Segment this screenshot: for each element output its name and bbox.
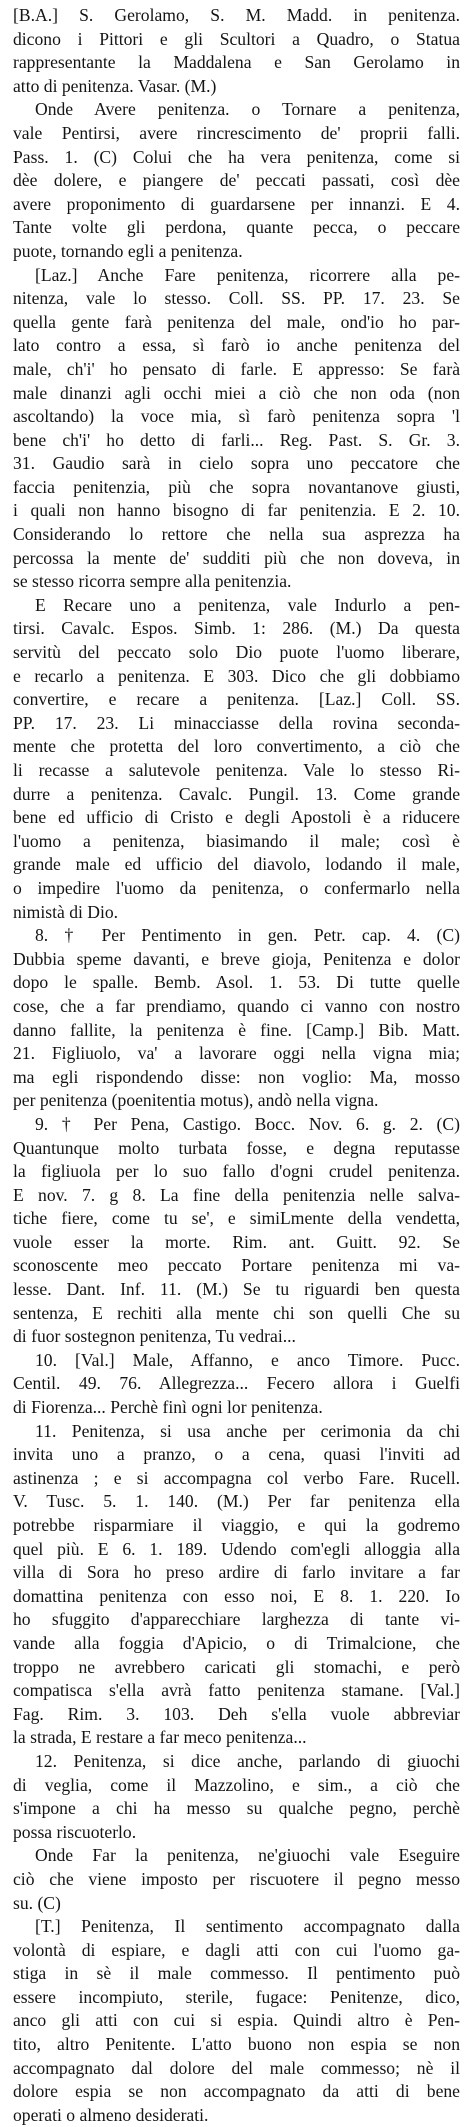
text-line: ascoltando) la voce mia, sì farò penitenza sopra 'l — [13, 406, 460, 427]
text-line: troppo ne avrebbero caricati gli stomachi, e però — [13, 1656, 460, 1677]
text-line: dicono i Pittori e gli Scultori a Quadro, o Statua — [13, 28, 460, 49]
text-line: vande alla foggia d'Apicio, o di Trimalcione, che — [13, 1632, 460, 1653]
text-line: se stesso ricorra sempre alla penitenzia. — [13, 571, 292, 592]
text-line: servitù del peccato solo Dio puote l'uomo liberare, — [13, 642, 460, 663]
text-line: potrebbe risparmiare il viaggio, e qui la godremo — [13, 1515, 460, 1535]
text-line: puote, tornando egli a penitenza. — [13, 240, 243, 261]
text-line: mente che protetta del loro convertimento, a ciò che — [13, 736, 460, 757]
text-line: o impedire l'uomo da penitenza, o confermarlo nella — [13, 877, 460, 898]
text-line: operati o almeno desiderati. — [13, 2104, 209, 2125]
text-line: 9. † Per Pena, Castigo. Bocc. Nov. 6. g. 2. (C) — [35, 1113, 460, 1134]
text-line: di veglia, come il Mazzolino, e sim., a ciò che — [13, 1774, 460, 1795]
text-line: E nov. 7. g 8. La fine della penitenzia nelle salva- — [13, 1184, 460, 1205]
text-line: i quali non hanno bisogno di far penitenzia. E 2. 10. — [13, 500, 460, 521]
text-line: dopo le spalle. Bemb. Asol. 1. 53. Di tutte quelle — [13, 972, 460, 993]
text-line: grande male ed ufficio del diavolo, lodando il male, — [13, 854, 460, 875]
text-line: quel più. E 6. 1. 189. Udendo com'egli alloggia alla — [13, 1538, 460, 1559]
text-line: bene ch'i' ho detto di farli... Reg. Past. S. Gr. 3. — [13, 429, 460, 450]
text-line: su. (C) — [13, 1892, 61, 1913]
text-line: la figliuola per lo suo fallo d'ogni crudel penitenza. — [13, 1161, 460, 1182]
text-line: dèe dolere, e piangere de' peccati passati, così dèe — [13, 170, 460, 191]
text-line: Pass. 1. (C) Colui che ha vera penitenza, come si — [13, 146, 460, 167]
text-line: Fag. Rim. 3. 103. Deh s'ella vuole abbreviar — [13, 1703, 460, 1724]
text-line: rappresentante la Maddalena e San Gerolamo in — [13, 52, 460, 73]
text-line: 11. Penitenza, si usa anche per cerimonia da chi — [35, 1420, 460, 1441]
text-line: durre a penitenza. Cavalc. Pungil. 13. Come grande — [13, 783, 460, 804]
text-line: Tante volte gli perdona, quante pecca, o peccare — [13, 217, 460, 238]
text-line: accompagnato dal dolore del male commesso; nè il — [13, 2057, 460, 2078]
text-line: tito, altro Penitente. L'atto buono non espia se non — [13, 2034, 460, 2055]
text-line: volontà di espiare, e dagli atti con cui l'uomo ga- — [13, 1939, 460, 1960]
text-line: la strada, E restare a far meco penitenza... — [13, 1727, 307, 1748]
text-line: di Fiorenza... Perchè finì ogni lor penitenza. — [13, 1397, 323, 1418]
text-line: danno fallite, la penitenza è fine. [Camp.] Bib. Matt. — [13, 1019, 460, 1040]
text-line: vuole esser la morte. Rim. ant. Guitt. 92. Se — [13, 1231, 460, 1252]
text-line: bene ed ufficio di Cristo e degli Apostoli è a riducere — [13, 807, 460, 828]
text-line: ma egli rispondendo disse: non voglio: Ma, mosso — [13, 1066, 460, 1087]
text-line: male dinanzi agli occhi miei a ciò che non oda (non — [13, 382, 460, 403]
text-line: E Recare uno a penitenza, vale Indurlo a pen- — [35, 594, 460, 615]
text-line: cose, che a far prendiamo, quando ci vanno con nostro — [13, 995, 460, 1016]
text-line: [B.A.] S. Gerolamo, S. M. Madd. in penitenza. — [13, 5, 460, 25]
text-line: villa di Sora ho preso ardire di farlo invitare a far — [13, 1562, 460, 1583]
text-line: e recarlo a penitenza. E 303. Dico che gli dobbiamo — [13, 665, 460, 686]
text-line: astinenza ; e si accompagna col verbo Fare. Rucell. — [13, 1467, 460, 1488]
text-line: l'uomo a penitenza, biasimando il male; così è — [13, 830, 460, 851]
text-line: faccia penitenzia, più che sopra novantanove giusti, — [13, 476, 460, 497]
text-line: [T.] Penitenza, Il sentimento accompagnato dalla — [35, 1916, 460, 1937]
text-line: compatisca s'ella avrà fatto penitenza stamane. [Val.] — [13, 1680, 460, 1701]
text-line: nimistà di Dio. — [13, 901, 119, 922]
text-line: s'impone a chi ha messo su qualche pegno, perchè — [13, 1798, 460, 1819]
text-line: quella gente farà penitenza del male, ond'io ho par- — [13, 311, 460, 332]
text-line: tiche fiere, come tu se', e simiLmente della vendetta, — [13, 1208, 460, 1229]
text-line: PP. 17. 23. Li minacciasse della rovina seconda- — [13, 712, 460, 733]
text-line: 10. [Val.] Male, Affanno, e anco Timore. Pucc. — [35, 1349, 460, 1370]
text-line: percossa la mente de' sudditi più che non doveva, in — [13, 547, 460, 568]
text-line: dolore espia se non accompagnato da atti di bene — [13, 2081, 460, 2102]
text-line: convertire, e recare a penitenza. [Laz.] Coll. SS. — [13, 689, 460, 710]
text-line: lato contro a essa, sì farò io anche penitenza del — [13, 335, 460, 356]
text-line: lesse. Dant. Inf. 11. (M.) Se tu riguardi ben questa — [13, 1279, 460, 1300]
text-line: male, ch'i' ho pensato di farle. E appresso: Se farà — [13, 358, 460, 379]
text-line: avere proponimento di guardarsene per innanzi. E 4. — [13, 193, 460, 214]
text-line: V. Tusc. 5. 1. 140. (M.) Per far penitenza ella — [13, 1491, 460, 1512]
text-line: ciò che viene imposto per riscuotere il pegno messo — [13, 1868, 460, 1889]
text-line: Centil. 49. 76. Allegrezza... Fecero allora i Guelfi — [13, 1373, 460, 1394]
text-line: stiga in sè il male commesso. Il pentimento può — [13, 1963, 460, 1984]
text-line: sconoscente meo peccato Portare penitenza mi va- — [13, 1255, 460, 1276]
text-line: atto di penitenza. Vasar. (M.) — [13, 75, 217, 96]
text-line: Onde Avere penitenza. o Tornare a penitenza, — [35, 99, 460, 120]
text-line: nitenza, vale lo stesso. Coll. SS. PP. 17. 23. Se — [13, 288, 460, 309]
text-line: 31. Gaudio sarà in cielo sopra uno peccatore che — [13, 453, 460, 474]
text-line: ho sfuggito d'apparecchiare larghezza di tante vi- — [13, 1609, 460, 1630]
text-line: di fuor sostegnon penitenza, Tu vedrai... — [13, 1326, 296, 1347]
text-line: Considerando lo rettore che nella sua asprezza ha — [13, 524, 460, 545]
text-line: Quantunque molto turbata fosse, e degna reputasse — [13, 1137, 460, 1158]
text-line: li recasse a salutevole penitenza. Vale lo stesso Ri- — [13, 760, 460, 780]
text-line: possa riscuoterlo. — [13, 1821, 137, 1842]
text-line: essere incompiuto, sterile, fugace: Penitenze, dico, — [13, 1986, 460, 2007]
text-line: anco gli atti con cui si espia. Quindi altro è Pen- — [13, 2010, 460, 2031]
text-line: 21. Figliuolo, va' a lavorare oggi nella vigna mia; — [13, 1043, 460, 1064]
text-line: [Laz.] Anche Fare penitenza, ricorrere alla pe- — [35, 264, 460, 285]
text-line: domattina penitenza con esso noi, E 8. 1. 220. Io — [13, 1585, 460, 1606]
text-line: per penitenza (poenitentia motus), andò nella vigna. — [13, 1090, 379, 1111]
text-line: Onde Far la penitenza, ne'giuochi vale Eseguire — [35, 1845, 460, 1866]
text-line: vale Pentirsi, avere rincrescimento de' proprii falli. — [13, 122, 460, 143]
text-line: tirsi. Cavalc. Espos. Simb. 1: 286. (M.) Da questa — [13, 618, 460, 639]
text-line: invita uno a pranzo, o a cena, quasi l'inviti ad — [13, 1444, 460, 1465]
text-line: 12. Penitenza, si dice anche, parlando di giuochi — [35, 1750, 460, 1771]
text-line: 8. † Per Pentimento in gen. Petr. cap. 4. (C) — [35, 925, 460, 946]
text-line: Dubbia speme davanti, e breve gioja, Penitenza e dolor — [13, 948, 460, 969]
text-line: sentenza, E rechiti alla mente chi son quelli Che su — [13, 1302, 460, 1323]
